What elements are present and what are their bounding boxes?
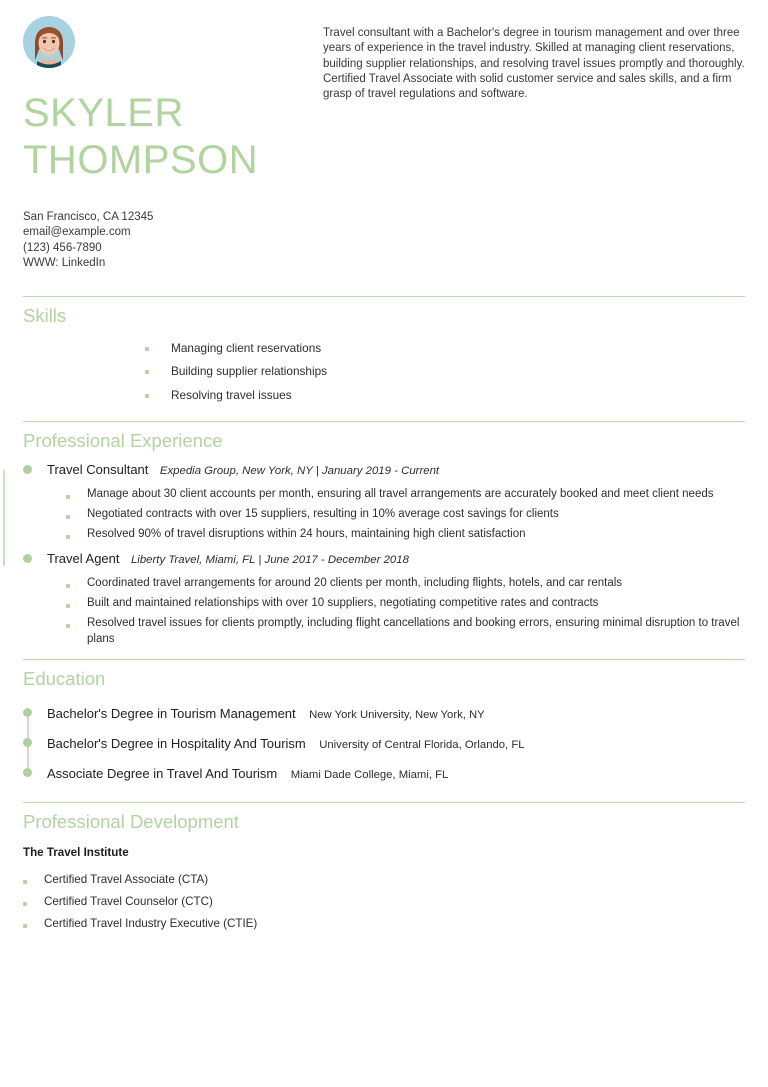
list-item — [23, 869, 745, 891]
profile-photo-icon — [23, 16, 75, 68]
education-list — [23, 694, 745, 802]
job-bullet-text: Negotiated contracts with over 15 suppliers, resulting in 10% average cost savings for clients — [87, 508, 559, 521]
professional-summary: Travel consultant with a Bachelor's degree in tourism management and over three years of experience in the travel industry. Skilled at managing client reservations, building supplier relationships, and resolving travel issues promptly and thoroughly. Certified Travel Associate with solid customer service and sales skills, and a firm grasp of travel regulations and software. — [323, 27, 745, 101]
experience-heading: Professional Experience — [23, 430, 223, 452]
section-professional-experience — [23, 421, 745, 659]
experience-entry-header — [47, 461, 745, 481]
last-name: THOMPSON — [23, 138, 259, 182]
bullet-icon — [145, 347, 149, 351]
certification-label: Certified Travel Industry Executive (CTIE) — [44, 917, 258, 931]
section-education — [23, 659, 745, 802]
bullet-icon — [66, 604, 70, 608]
bullet-icon — [145, 370, 149, 374]
bullet-icon — [66, 535, 70, 539]
education-entry — [47, 760, 745, 790]
certification-label: Certified Travel Counselor (CTC) — [44, 895, 213, 909]
list-item — [145, 384, 745, 408]
list-item — [145, 337, 745, 361]
education-entry — [47, 700, 745, 730]
list-item — [23, 913, 745, 935]
contact-website[interactable]: WWW: LinkedIn — [23, 257, 106, 270]
job-bullet-text: Resolved travel issues for clients promptly, including flight cancellations and booking errors, ensuring minimal disruption to travel plans — [87, 617, 740, 646]
degree-title: Bachelor's Degree in Hospitality And Tourism — [47, 736, 306, 752]
list-item — [47, 613, 745, 649]
bullet-icon — [23, 924, 27, 928]
development-organization: The Travel Institute — [23, 846, 129, 860]
list-item — [47, 573, 745, 593]
bullet-icon — [66, 515, 70, 519]
degree-title: Associate Degree in Travel And Tourism — [47, 766, 278, 782]
job-title: Travel Consultant — [47, 462, 149, 478]
institution-name: University of Central Florida, Orlando, FL — [319, 739, 525, 752]
job-bullet-list — [47, 570, 745, 649]
contact-location: San Francisco, CA 12345 — [23, 211, 154, 223]
experience-list — [23, 456, 745, 659]
bullet-icon — [23, 880, 27, 884]
list-item — [47, 504, 745, 524]
list-item — [23, 891, 745, 913]
timeline-dot-icon — [23, 708, 32, 717]
experience-entry — [23, 461, 745, 544]
job-bullet-list — [47, 481, 745, 544]
resume-header — [23, 0, 745, 272]
timeline-dot-icon — [23, 738, 32, 747]
bullet-icon — [23, 902, 27, 906]
bullet-icon — [145, 394, 149, 398]
education-heading: Education — [23, 668, 106, 690]
timeline-dot-icon — [23, 465, 32, 474]
bullet-icon — [66, 495, 70, 499]
experience-entry-header — [47, 550, 745, 570]
job-company-dates: Expedia Group, New York, NY | January 2019 - Current — [159, 465, 440, 478]
list-item — [145, 360, 745, 384]
experience-entry — [23, 544, 745, 649]
job-company-dates: Liberty Travel, Miami, FL | June 2017 - December 2018 — [130, 554, 409, 567]
certification-label: Certified Travel Associate (CTA) — [44, 873, 209, 887]
contact-email[interactable]: email@example.com — [23, 226, 131, 239]
job-bullet-text: Resolved 90% of travel disruptions within 24 hours, maintaining high client satisfaction — [87, 528, 526, 541]
job-bullet-text: Built and maintained relationships with over 10 suppliers, negotiating competitive rates and contracts — [87, 597, 599, 610]
contact-phone[interactable]: (123) 456-7890 — [23, 241, 102, 254]
job-bullet-text: Manage about 30 client accounts per month, ensuring all travel arrangements are accurately booked and meet client needs — [87, 488, 714, 501]
first-name: SKYLER — [23, 91, 184, 135]
degree-title: Bachelor's Degree in Tourism Management — [47, 706, 296, 722]
skills-list — [23, 331, 745, 422]
timeline-dot-icon — [23, 554, 32, 563]
job-title: Travel Agent — [47, 551, 120, 567]
skill-label: Building supplier relationships — [171, 364, 328, 379]
section-professional-development — [23, 802, 745, 935]
timeline-line — [3, 470, 5, 566]
header-identity-block — [23, 16, 311, 272]
section-skills — [23, 296, 745, 422]
list-item — [47, 593, 745, 613]
candidate-name — [23, 90, 311, 184]
development-list — [23, 837, 745, 935]
institution-name: New York University, New York, NY — [309, 709, 485, 722]
contact-block — [23, 210, 311, 272]
skills-heading: Skills — [23, 304, 67, 326]
development-heading: Professional Development — [23, 811, 239, 833]
bullet-icon — [66, 584, 70, 588]
institution-name: Miami Dade College, Miami, FL — [290, 769, 449, 782]
avatar — [23, 16, 75, 68]
list-item — [47, 484, 745, 504]
skill-label: Managing client reservations — [171, 340, 322, 355]
bullet-icon — [66, 624, 70, 628]
skill-label: Resolving travel issues — [171, 387, 292, 402]
education-entry — [47, 730, 745, 760]
timeline-dot-icon — [23, 768, 32, 777]
list-item — [47, 524, 745, 544]
job-bullet-text: Coordinated travel arrangements for around 20 clients per month, including flights, hotels, and car rentals — [87, 577, 623, 590]
